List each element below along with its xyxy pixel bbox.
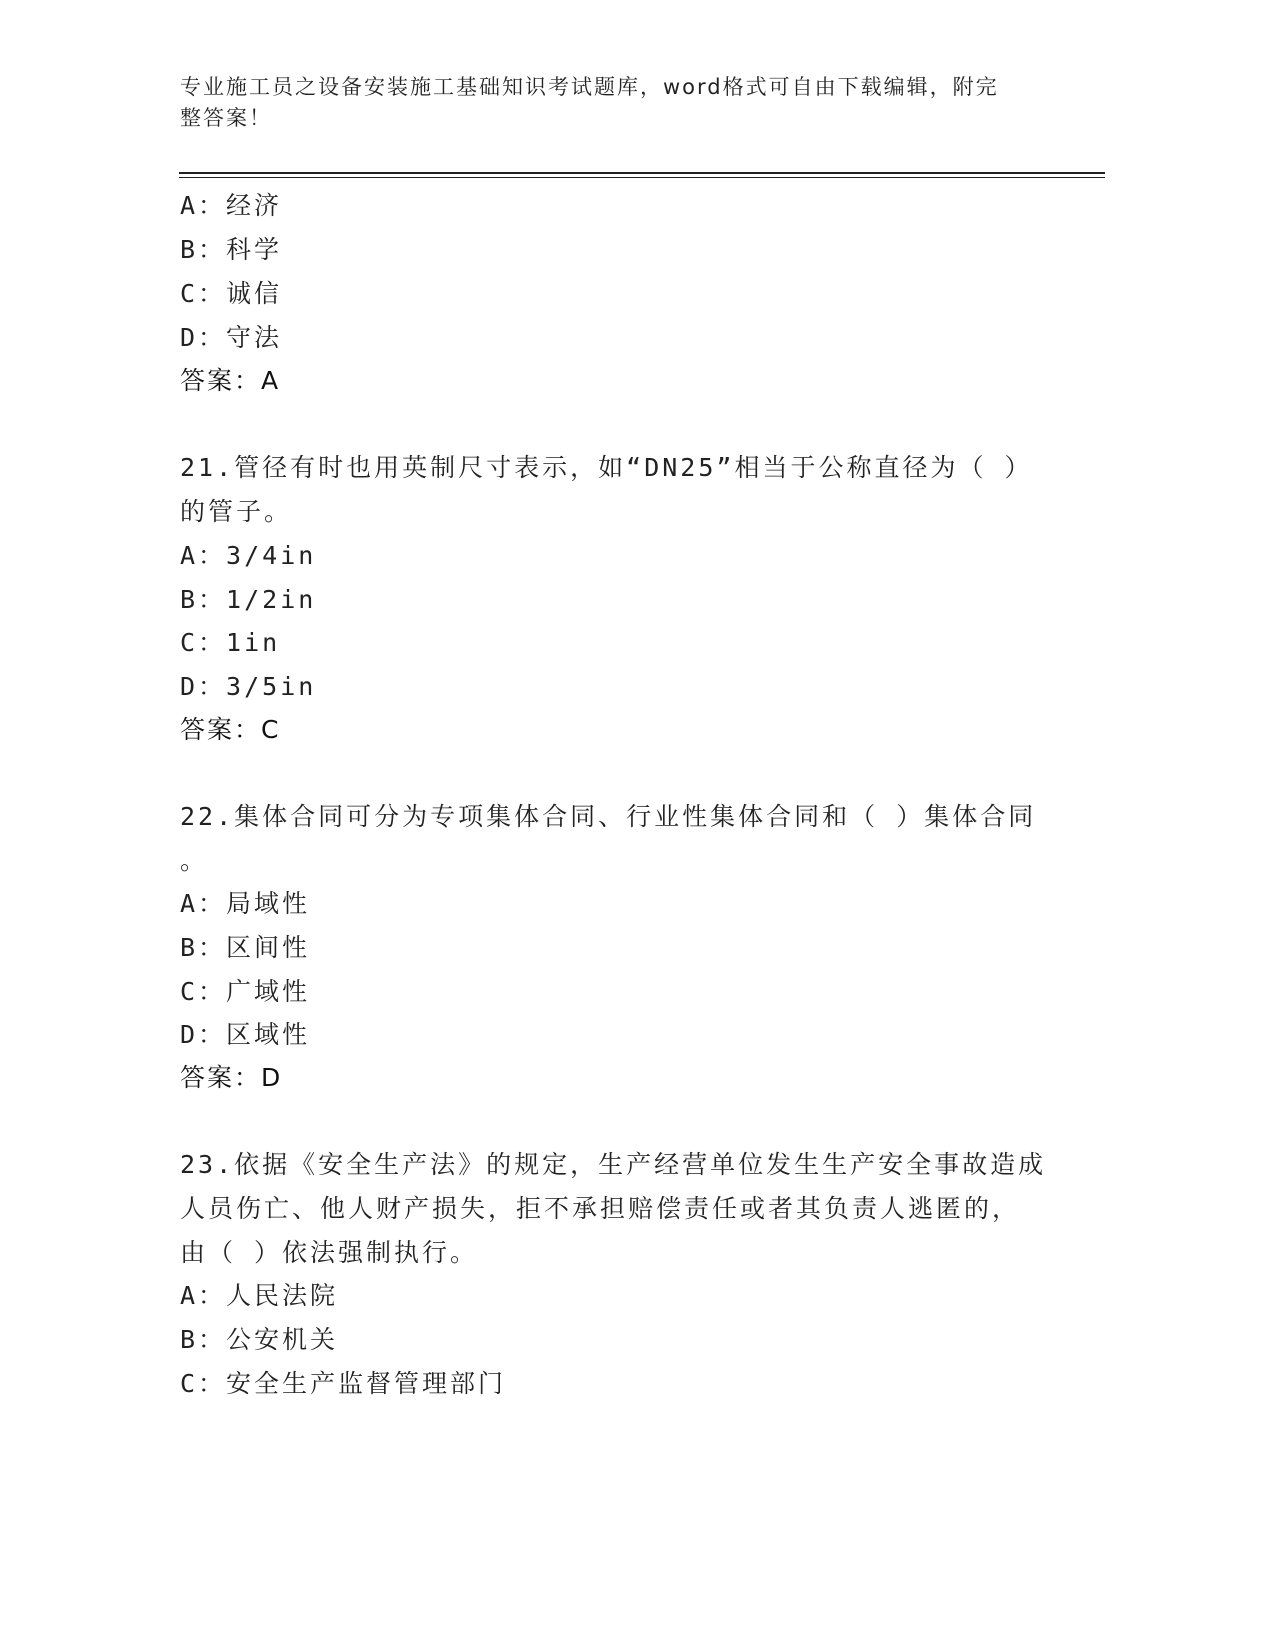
document-header: [180, 72, 1060, 134]
q21-option-a: A：3/4in: [180, 541, 317, 570]
q21-stem-line-2: 的管子。: [180, 497, 293, 526]
q22-option-a: A：局域性: [180, 889, 311, 918]
q21-answer: 答案：C: [180, 715, 281, 744]
q22-answer: 答案：D: [180, 1063, 283, 1092]
header-line-1: 专业施工员之设备安装施工基础知识考试题库，word格式可自由下载编辑，附完: [180, 75, 999, 99]
q23-stem-line-1: 23.依据《安全生产法》的规定，生产经营单位发生生产安全事故造成: [180, 1150, 1047, 1179]
q22-stem-line-2: 。: [180, 846, 209, 875]
q21-stem-line-1: 21.管径有时也用英制尺寸表示，如“DN25”相当于公称直径为（ ）: [180, 453, 1033, 482]
q21-option-d: D：3/5in: [180, 672, 317, 701]
q22-option-c: C：广域性: [180, 977, 311, 1006]
q22-option-b: B：区间性: [180, 933, 311, 962]
q23-stem-line-2: 人员伤亡、他人财产损失，拒不承担赔偿责任或者其负责人逃匿的，: [180, 1194, 1021, 1223]
q23-option-c: C：安全生产监督管理部门: [180, 1369, 507, 1398]
q21-option-c: C：1in: [180, 628, 281, 657]
q23-option-a: A：人民法院: [180, 1281, 339, 1310]
q23-stem-line-3: 由（ ）依法强制执行。: [180, 1238, 479, 1267]
q22-option-d: D：区域性: [180, 1020, 311, 1049]
q20-answer: 答案：A: [180, 366, 281, 395]
q20-option-b: B：科学: [180, 235, 283, 264]
q20-option-a: A：经济: [180, 191, 283, 220]
header-divider-thick: [179, 172, 1105, 174]
q20-option-c: C：诚信: [180, 279, 283, 308]
q23-option-b: B：公安机关: [180, 1325, 339, 1354]
header-divider-thin: [179, 177, 1105, 178]
q21-option-b: B：1/2in: [180, 585, 317, 614]
q20-option-d: D：守法: [180, 323, 283, 352]
header-line-2: 整答案！: [180, 106, 272, 130]
q22-stem-line-1: 22.集体合同可分为专项集体合同、行业性集体合同和（ ）集体合同: [180, 802, 1037, 831]
